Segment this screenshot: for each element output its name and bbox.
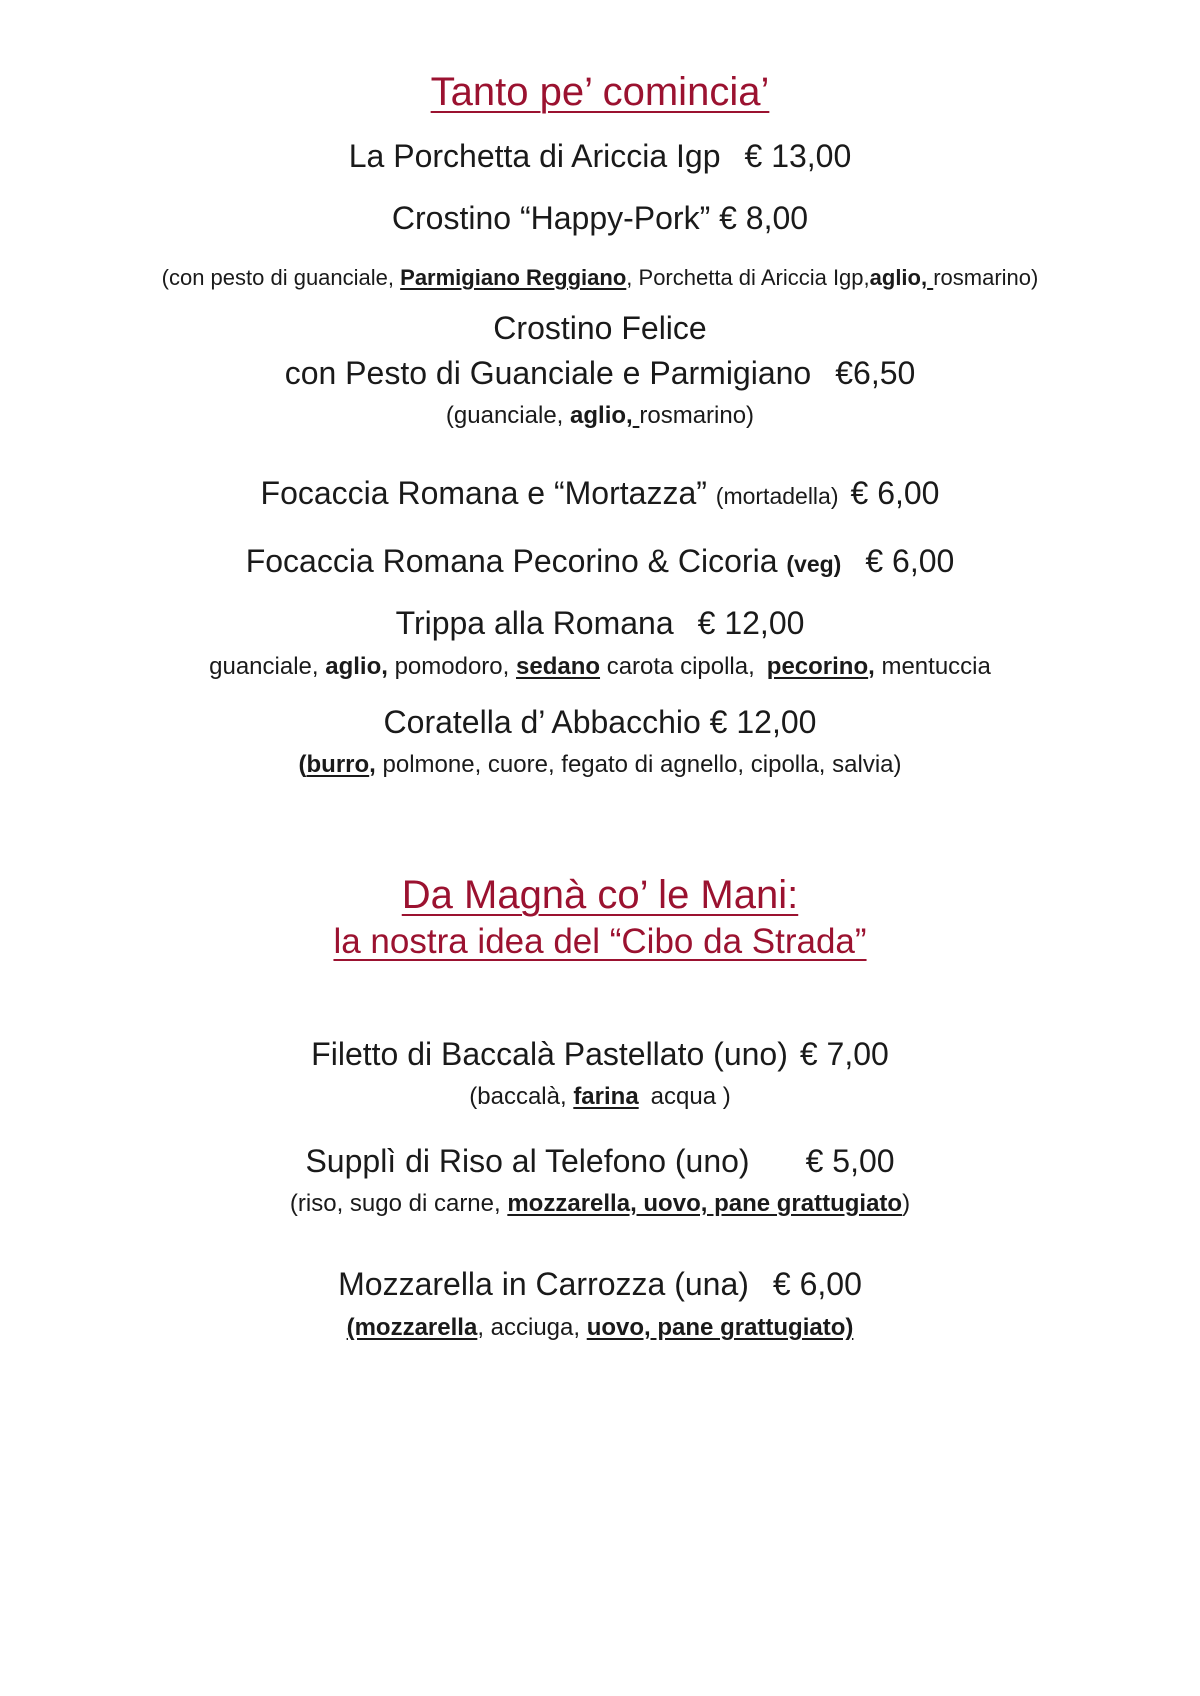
allergen: farina — [573, 1083, 639, 1110]
section-subtitle-street-food: la nostra idea del “Cibo da Strada” — [333, 922, 867, 961]
item-price: € 8,00 — [719, 200, 809, 236]
item-price: € 6,00 — [772, 1266, 862, 1302]
item-ingredients: (burro, polmone, cuore, fegato di agnello, cipolla, salvia) — [298, 751, 902, 778]
item-price: € 12,00 — [709, 704, 817, 740]
allergen: aglio, — [869, 265, 928, 290]
allergen: aglio, — [325, 653, 388, 680]
menu-item-baccala — [0, 1036, 1200, 1073]
allergen: burro — [306, 751, 370, 778]
menu-item-suppli — [0, 1143, 1200, 1180]
item-price: € 12,00 — [697, 605, 805, 641]
allergen: pecorino — [766, 653, 869, 680]
section-title-street-food: Da Magnà co’ le Mani: — [401, 873, 799, 917]
item-ingredients: (con pesto di guanciale, Parmigiano Reggiano, Porchetta di Ariccia Igp,aglio, rosmarino) — [161, 265, 1039, 290]
item-ingredients: (mozzarella, acciuga, uovo, pane grattugiato) — [346, 1314, 854, 1341]
item-ingredients: (riso, sugo di carne, mozzarella, uovo, pane grattugiato) — [289, 1190, 911, 1217]
allergen: mozzarella, uovo, pane grattugiato — [507, 1190, 903, 1217]
item-price: €6,50 — [835, 355, 916, 391]
menu-item-crostino-felice: Crostino Felice — [493, 310, 707, 346]
veg-badge: (veg) — [786, 551, 842, 577]
menu-item-coratella — [0, 704, 1200, 741]
allergen: Parmigiano Reggiano — [400, 265, 627, 290]
item-name: Mozzarella in Carrozza (una) — [338, 1266, 749, 1302]
menu-item-crostino-happy-pork — [0, 200, 1200, 237]
menu-item-focaccia-mortazza — [0, 475, 1200, 512]
item-name: Supplì di Riso al Telefono (uno) — [305, 1143, 750, 1179]
item-ingredients: (baccalà, farina acqua ) — [469, 1083, 731, 1110]
item-price: € 5,00 — [805, 1143, 895, 1179]
item-price: € 6,00 — [865, 543, 955, 579]
item-name: Crostino “Happy-Pork” — [391, 200, 711, 236]
item-note: (mortadella) — [715, 483, 839, 509]
menu-item-porchetta — [0, 138, 1200, 175]
item-name: Focaccia Romana e “Mortazza” — [260, 475, 707, 511]
item-name: Filetto di Baccalà Pastellato (uno) — [311, 1036, 788, 1072]
item-price: € 6,00 — [850, 475, 940, 511]
menu-item-crostino-felice-line2: con Pesto di Guanciale e Parmigiano €6,50 — [284, 355, 916, 391]
menu-item-focaccia-pecorino — [0, 543, 1200, 580]
item-ingredients: (guanciale, aglio, rosmarino) — [445, 402, 755, 429]
item-price: € 13,00 — [744, 138, 852, 174]
menu-item-trippa — [0, 605, 1200, 642]
menu-item-mozzarella-carrozza — [0, 1266, 1200, 1303]
item-name: La Porchetta di Ariccia Igp — [348, 138, 721, 174]
item-name: Trippa alla Romana — [395, 605, 674, 641]
allergen: (mozzarella — [346, 1314, 478, 1341]
allergen: aglio, — [570, 402, 633, 429]
allergen: sedano — [516, 653, 601, 680]
item-name: Coratella d’ Abbacchio — [383, 704, 701, 740]
section-title-antipasti: Tanto pe’ comincia’ — [430, 70, 770, 114]
allergen: uovo, pane grattugiato) — [586, 1314, 854, 1341]
item-name: Focaccia Romana Pecorino & Cicoria — [245, 543, 778, 579]
item-ingredients: guanciale, aglio, pomodoro, sedano carota cipolla, pecorino, mentuccia — [209, 653, 991, 680]
item-price: € 7,00 — [799, 1036, 889, 1072]
